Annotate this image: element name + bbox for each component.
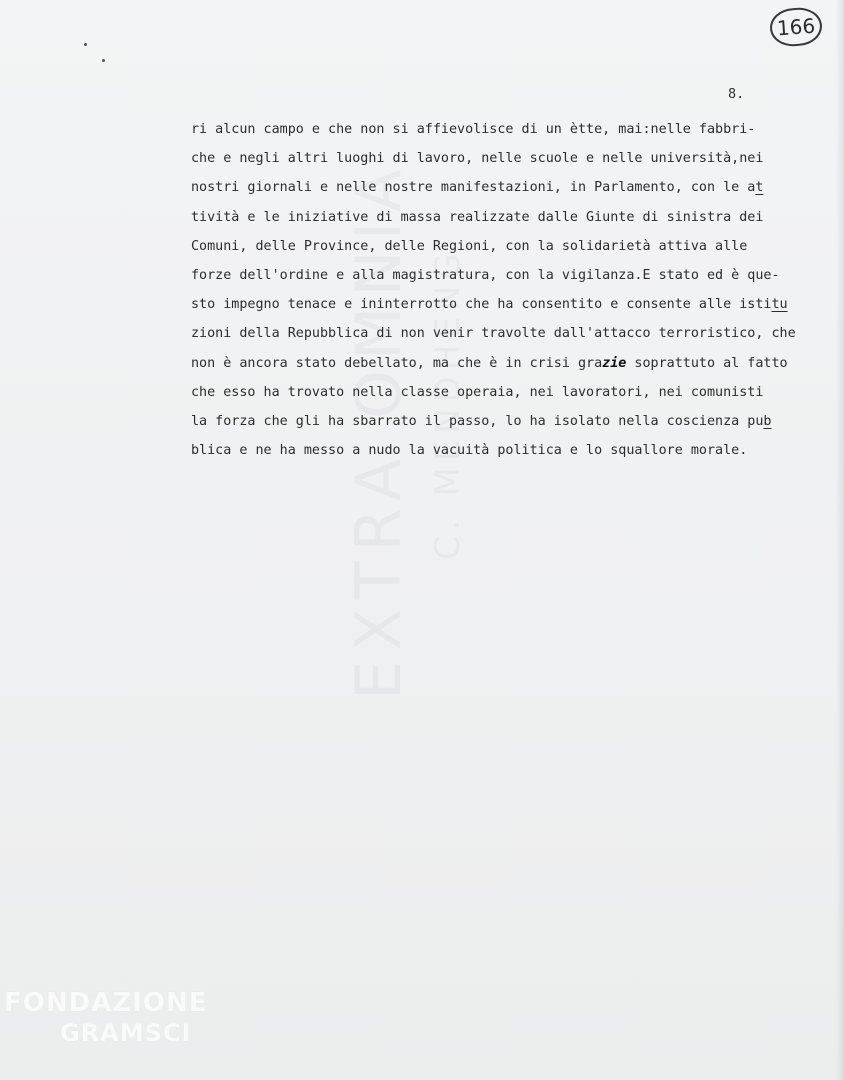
- typed-body-text: [191, 120, 796, 470]
- page-number: 8.: [728, 86, 745, 102]
- watermark-line-2: GRAMSCI: [60, 1019, 192, 1047]
- handwritten-correction: zie: [602, 355, 627, 371]
- underlined-hyphen-fragment: b: [763, 413, 772, 429]
- text-line: sto impegno tenace e ininterrotto che ha consentito e consente alle istitu: [191, 297, 788, 313]
- text-line: la forza che gli ha sbarrato il passo, lo ha isolato nella coscienza pub: [191, 413, 772, 429]
- archive-number-stamp: [769, 6, 824, 48]
- archive-number: 166: [776, 13, 816, 41]
- watermark-line-1: FONDAZIONE: [4, 988, 208, 1018]
- paper-speck: [84, 43, 87, 46]
- text-line: non è ancora stato debellato, ma che è in crisi grazie soprattuto al fatto: [191, 355, 788, 371]
- page-edge-shadow: [836, 0, 844, 1080]
- text-line: tività e le iniziative di massa realizzate dalle Giunte di sinistra dei: [191, 209, 764, 225]
- text-line: ri alcun campo e che non si affievolisce di un ètte, mai:nelle fabbri-: [191, 122, 756, 137]
- text-line: che e negli altri luoghi di lavoro, nelle scuole e nelle università,nei: [191, 151, 764, 167]
- fondazione-gramsci-watermark: [4, 988, 207, 1048]
- underlined-hyphen-fragment: tu: [771, 297, 788, 313]
- text-line: che esso ha trovato nella classe operaia, nei lavoratori, nei comunisti: [191, 384, 764, 400]
- text-line: nostri giornali e nelle nostre manifestazioni, in Parlamento, con le at: [191, 180, 764, 196]
- text-line: forze dell'ordine e alla magistratura, con la vigilanza.E stato ed è que-: [191, 267, 780, 283]
- text-line: zioni della Repubblica di non venir travolte dall'attacco terroristico, che: [191, 326, 796, 342]
- underlined-hyphen-fragment: t: [755, 180, 764, 196]
- text-line: Comuni, delle Province, delle Regioni, con la solidarietà attiva alle: [191, 238, 748, 254]
- text-line: blica e ne ha messo a nudo la vacuità politica e lo squallore morale.: [191, 443, 748, 459]
- paper-speck: [102, 59, 105, 62]
